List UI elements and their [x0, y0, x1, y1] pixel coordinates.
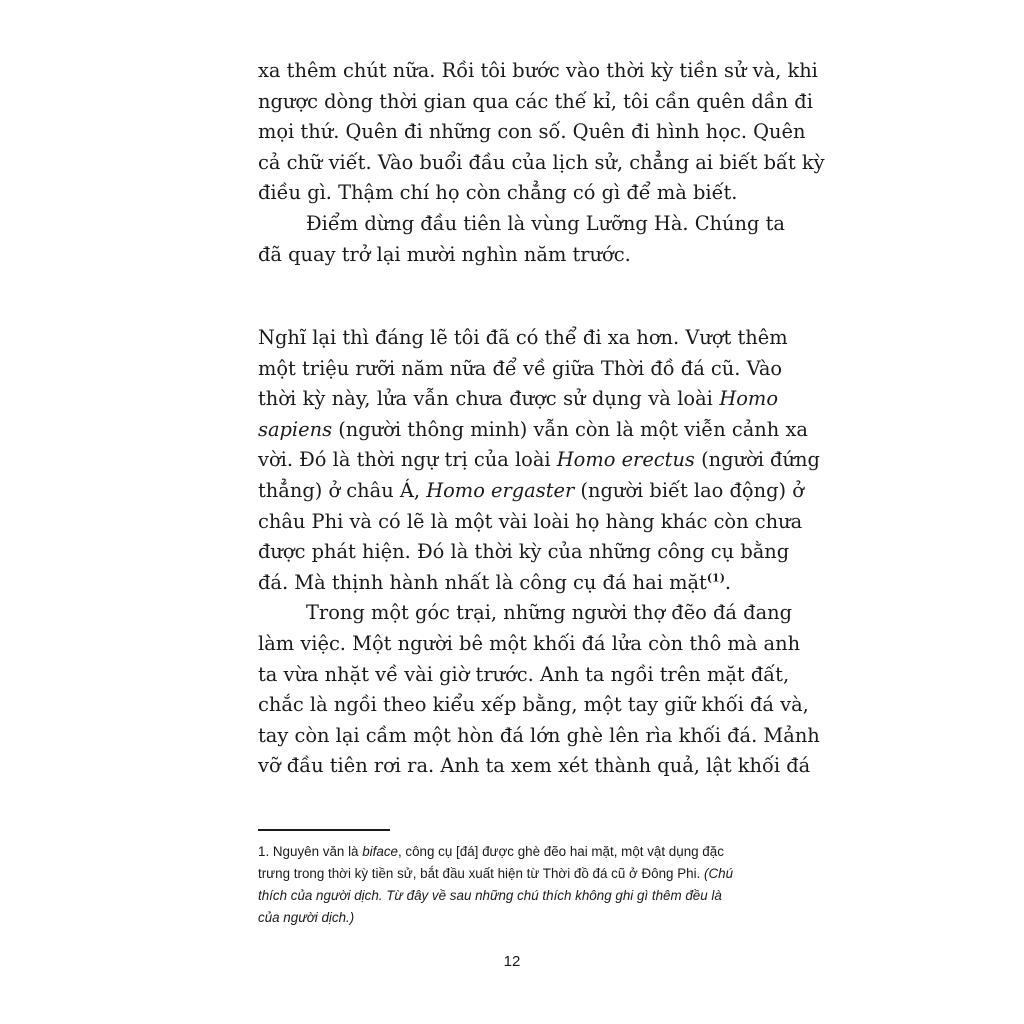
text-line: điều gì. Thậm chí họ còn chẳng có gì để mà biết. [258, 181, 738, 205]
text-line: đã quay trở lại mười nghìn năm trước. [258, 242, 631, 266]
footnote-line [258, 885, 780, 907]
text-span: đá. Mà thịnh hành nhất là công cụ đá hai mặt [258, 570, 707, 594]
italic-note: thích của người dịch. Từ đây về sau những chú thích không ghi gì thêm đều là [258, 888, 722, 903]
text-line [258, 384, 778, 415]
text-span: thẳng) ở châu Á, [258, 478, 421, 502]
text-line: làm việc. Một người bê một khối đá lửa còn thô mà anh [258, 631, 801, 655]
footnote-line [258, 863, 780, 885]
text-line [258, 476, 804, 507]
text-line [258, 568, 778, 599]
text-line: Nghĩ lại thì đáng lẽ tôi đã có thể đi xa hơn. Vượt thêm [258, 326, 788, 349]
text-span: (người biết lao động) ở [580, 478, 804, 502]
text-line: châu Phi và có lẽ là một vài loài họ hàng khác còn chưa [258, 509, 803, 533]
text-span: (người thông minh) vẫn còn là một viễn cảnh xa [338, 417, 808, 441]
text-line: ta vừa nhặt về vài giờ trước. Anh ta ngồi trên mặt đất, [258, 662, 790, 686]
text-line: cả chữ viết. Vào buổi đầu của lịch sử, chẳng ai biết bất kỳ [258, 150, 825, 174]
italic-species-name: Homo [719, 387, 778, 411]
text-line: mọi thứ. Quên đi những con số. Quên đi hình học. Quên [258, 120, 806, 144]
footnote-divider [258, 829, 390, 831]
footnote-line [258, 907, 780, 929]
text-block-1 [258, 56, 825, 270]
text-line: vỡ đầu tiên rơi ra. Anh ta xem xét thành quả, lật khối đá [258, 754, 811, 778]
italic-species-name: Homo erectus [556, 448, 695, 472]
text-line: Trong một góc trại, những người thợ đẽo đá đang [306, 601, 793, 625]
text-line [258, 445, 820, 476]
paragraph-1 [258, 56, 825, 209]
footnote-line [258, 841, 780, 863]
text-line: ngược dòng thời gian qua các thế kỉ, tôi cần quên dần đi [258, 89, 813, 113]
text-span: thời kỳ này, lửa vẫn chưa được sử dụng và loài [258, 387, 713, 411]
text-span: (người đứng [701, 448, 820, 472]
footnote-reference[interactable]: (1) [706, 571, 725, 585]
text-span: trưng trong thời kỳ tiền sử, bắt đầu xuất hiện từ Thời đồ đá cũ ở Đông Phi. [258, 866, 701, 881]
paragraph-2 [258, 209, 785, 270]
text-line: xa thêm chút nữa. Rồi tôi bước vào thời kỳ tiền sử và, khi [258, 59, 818, 82]
text-span: vời. Đó là thời ngự trị của loài [258, 448, 551, 472]
page-number: 12 [503, 953, 521, 970]
text-line [258, 415, 808, 446]
italic-species-name: sapiens [258, 417, 333, 441]
text-line: chắc là ngồi theo kiểu xếp bằng, một tay giữ khối đá và, [258, 693, 809, 717]
text-line: được phát hiện. Đó là thời kỳ của những công cụ bằng [258, 540, 790, 564]
paragraph-4 [258, 598, 820, 782]
text-span: 1. Nguyên văn là [258, 844, 359, 859]
text-span: . [724, 570, 732, 594]
italic-note: (Chú [704, 866, 734, 881]
italic-term: biface [362, 844, 398, 859]
paragraph-3 [258, 323, 820, 598]
italic-species-name: Homo ergaster [426, 478, 575, 502]
footnote [258, 841, 780, 929]
italic-note: của người dịch.) [258, 910, 355, 925]
text-line: tay còn lại cầm một hòn đá lớn ghè lên rìa khối đá. Mảnh [258, 723, 820, 747]
text-block-2 [258, 323, 820, 782]
text-line: Điểm dừng đầu tiên là vùng Lưỡng Hà. Chúng ta [306, 211, 785, 235]
text-line: một triệu rưỡi năm nữa để về giữa Thời đồ đá cũ. Vào [258, 356, 783, 380]
text-span: , công cụ [đá] được ghè đẽo hai mặt, một vật dụng đặc [397, 844, 724, 859]
